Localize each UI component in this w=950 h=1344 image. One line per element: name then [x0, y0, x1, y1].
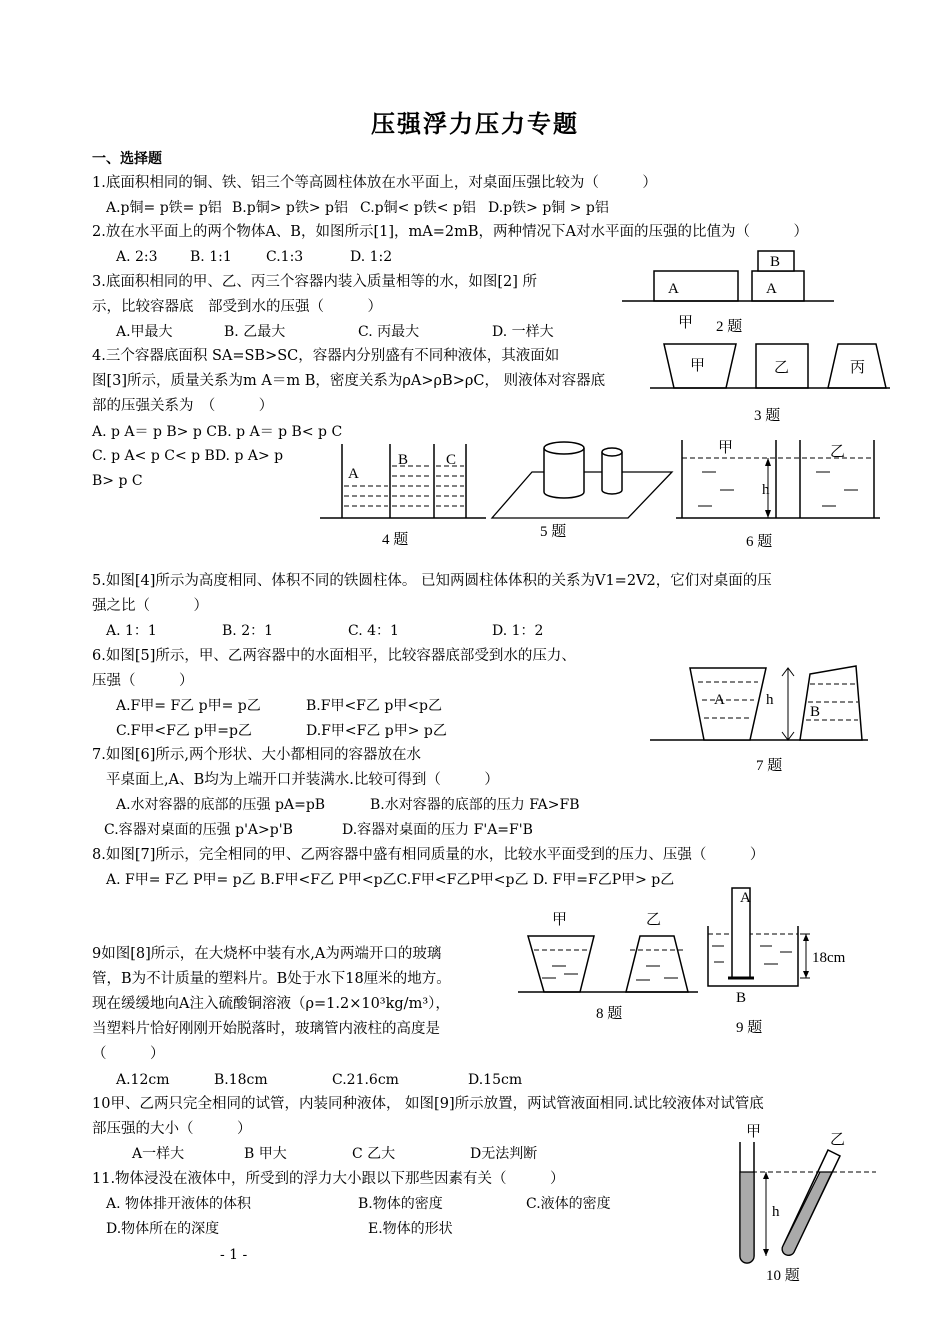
- q11-option-c: C.液体的密度: [526, 1196, 611, 1212]
- figure-2: [620, 245, 840, 340]
- q1-option-c: C.p铜< p铁< p铝: [360, 200, 476, 216]
- fig10-label-h: h: [772, 1204, 780, 1220]
- q9-option-b: B.18cm: [214, 1072, 268, 1088]
- q1-stem: 1.底面积相同的铜、铁、铝三个等高圆柱体放在水平面上，对桌面压强比较为（ ）: [92, 175, 657, 191]
- fig9-label-b: B: [736, 990, 747, 1006]
- q4-options-ab: A. p A＝ p B> p CB. p A＝ p B< p C: [92, 424, 343, 440]
- q2-option-b: B. 1:1: [190, 249, 232, 265]
- q11-stem: 11.物体浸没在液体中，所受到的浮力大小跟以下那些因素有关（ ）: [92, 1171, 565, 1187]
- fig4-label-b: B: [398, 452, 409, 468]
- figure-3: [650, 340, 890, 430]
- q6-option-c: C.F甲<F乙 p甲=p乙: [116, 723, 252, 739]
- q5-line-1: 5.如图[4]所示为高度相同、体积不同的铁圆柱体。 已知两圆柱体体积的关系为V1=2V2，它们对桌面的压: [92, 573, 772, 589]
- fig7-label-h: h: [766, 692, 774, 708]
- fig7-caption: 7 题: [756, 758, 783, 774]
- fig3-label-jia: 甲: [690, 358, 706, 374]
- q3-line-1: 3.底面积相同的甲、乙、丙三个容器内装入质量相等的水，如图[2] 所: [92, 274, 537, 290]
- fig8-label-jia: 甲: [552, 912, 568, 928]
- q4-options-cd-cont: B> p C: [92, 473, 143, 489]
- fig3-label-bing: 丙: [850, 360, 866, 376]
- q6-option-a: A.F甲= F乙 p甲= p乙: [116, 698, 261, 714]
- page-number: - 1 -: [220, 1247, 248, 1263]
- fig3-caption: 3 题: [754, 408, 781, 424]
- fig6-label-jia: 甲: [718, 440, 734, 456]
- fig10-caption: 10 题: [766, 1268, 800, 1284]
- q3-line-2: 示，比较容器底 部受到水的压强（ ）: [92, 299, 382, 315]
- fig6-label-h: h: [762, 482, 770, 498]
- fig2-label-a: A: [668, 281, 679, 297]
- q4-line-3: 部的压强关系为 （ ）: [92, 398, 274, 414]
- fig6-label-yi: 乙: [830, 444, 846, 460]
- q9-line-3: 现在缓缓地向A注入硫酸铜溶液（ρ=1.2×10³kg/m³），: [92, 996, 450, 1012]
- q1-option-d: D.p铁> p铜 > p铝: [488, 200, 609, 216]
- figure-10: [716, 1120, 876, 1290]
- q6-line-1: 6.如图[5]所示，甲、乙两容器中的水面相平，比较容器底部受到水的压力、: [92, 648, 576, 664]
- q8-options: A. F甲= F乙 P甲= p乙 B.F甲<F乙 P甲<p乙C.F甲<F乙P甲<p乙 D. F甲=F乙P甲> p乙: [106, 872, 675, 888]
- q7-line-2: 平桌面上,A、B均为上端开口并装满水.比较可得到（ ）: [106, 772, 499, 788]
- q2-option-c: C.1:3: [266, 249, 304, 265]
- q9-option-a: A.12cm: [116, 1072, 170, 1088]
- q2-option-d: D. 1:2: [350, 249, 393, 265]
- q1-option-b: B.p铜> p铁> p铝: [232, 200, 348, 216]
- q9-option-d: D.15cm: [468, 1072, 523, 1088]
- q7-line-1: 7.如图[6]所示,两个形状、大小都相同的容器放在水: [92, 747, 421, 763]
- q7-option-b: B.水对容器的底部的压力 FA>FB: [370, 797, 580, 813]
- section-heading: 一、选择题: [92, 151, 162, 167]
- q9-line-1: 9如图[8]所示，在大烧杯中装有水,A为两端开口的玻璃: [92, 946, 442, 962]
- fig9-label-depth: 18cm: [812, 950, 846, 966]
- fig2-caption: 2 题: [716, 319, 743, 335]
- q10-line-1: 10甲、乙两只完全相同的试管，内装同种液体， 如图[9]所示放置，两试管液面相同.试比较液体对试管底: [92, 1096, 764, 1112]
- q6-line-2: 压强（ ）: [92, 673, 194, 689]
- q5-option-b: B. 2：1: [222, 623, 274, 639]
- q5-option-c: C. 4：1: [348, 623, 399, 639]
- fig10-label-jia: 甲: [746, 1124, 762, 1140]
- q10-option-a: A一样大: [132, 1146, 185, 1162]
- figure-8: [518, 906, 698, 1026]
- fig2-label-jia: 甲: [678, 315, 694, 331]
- q10-option-b: B 甲大: [244, 1146, 287, 1162]
- fig5-caption: 5 题: [540, 524, 567, 540]
- q3-option-a: A.甲最大: [116, 324, 173, 340]
- q1-option-a: A.p铜= p铁= p铝: [106, 200, 222, 216]
- q3-option-d: D. 一样大: [492, 324, 554, 340]
- q4-line-1: 4.三个容器底面积 SA=SB>SC，容器内分别盛有不同种液体，其液面如: [92, 348, 560, 364]
- q7-option-a: A.水对容器的底部的压强 pA=pB: [116, 797, 326, 813]
- q9-option-c: C.21.6cm: [332, 1072, 399, 1088]
- fig7-label-a: A: [714, 692, 725, 708]
- q9-line-4: 当塑料片恰好刚刚开始脱落时，玻璃管内液柱的高度是: [92, 1021, 440, 1037]
- q10-option-c: C 乙大: [352, 1146, 396, 1162]
- fig9-caption: 9 题: [736, 1020, 763, 1036]
- q8-stem: 8.如图[7]所示，完全相同的甲、乙两容器中盛有相同质量的水，比较水平面受到的压力、压强（ ）: [92, 847, 765, 863]
- q7-option-c: C.容器对桌面的压强 p'A>p'B: [104, 822, 293, 838]
- q2-stem: 2.放在水平面上的两个物体A、B，如图所示[1]，mA=2mB，两种情况下A对水平面的压强的比值为（ ）: [92, 224, 808, 240]
- q2-option-a: A. 2:3: [116, 249, 158, 265]
- q4-options-cd: C. p A< p C< p BD. p A> p: [92, 448, 284, 464]
- fig6-caption: 6 题: [746, 534, 773, 550]
- fig7-label-b: B: [810, 704, 821, 720]
- q11-option-d: D.物体所在的深度: [106, 1221, 220, 1237]
- q3-option-b: B. 乙最大: [224, 324, 286, 340]
- q5-option-d: D. 1：2: [492, 623, 544, 639]
- page-title: 压强浮力压力专题: [371, 110, 579, 138]
- fig4-label-c: C: [446, 452, 457, 468]
- q10-option-d: D无法判断: [470, 1146, 538, 1162]
- figure-9: [700, 884, 860, 1042]
- fig8-label-yi: 乙: [646, 912, 662, 928]
- fig2-label-b: B: [770, 254, 781, 270]
- fig9-label-a: A: [740, 890, 751, 906]
- figure-4: [318, 440, 488, 552]
- q9-line-5: （ ）: [92, 1046, 165, 1062]
- figure-6: [676, 436, 882, 552]
- q5-line-2: 强之比（ ）: [92, 598, 208, 614]
- q11-option-e: E.物体的形状: [368, 1221, 453, 1237]
- q7-option-d: D.容器对桌面的压力 F'A=F'B: [342, 822, 533, 838]
- fig4-caption: 4 题: [382, 532, 409, 548]
- q4-line-2: 图[3]所示，质量关系为m A＝m B，密度关系为ρA>ρB>ρC， 则液体对容器底: [92, 373, 606, 389]
- fig4-label-a: A: [348, 466, 359, 482]
- fig2-label-a2: A: [766, 281, 777, 297]
- q3-option-c: C. 丙最大: [358, 324, 420, 340]
- fig10-label-yi: 乙: [830, 1132, 846, 1148]
- fig8-caption: 8 题: [596, 1006, 623, 1022]
- q6-option-b: B.F甲<F乙 p甲<p乙: [306, 698, 443, 714]
- q10-line-2: 部压强的大小（ ）: [92, 1121, 252, 1137]
- fig3-label-yi: 乙: [774, 360, 790, 376]
- q11-option-a: A. 物体排开液体的体积: [106, 1196, 252, 1212]
- q5-option-a: A. 1：1: [106, 623, 157, 639]
- q6-option-d: D.F甲<F乙 p甲> p乙: [306, 723, 447, 739]
- figure-7: [650, 662, 870, 778]
- q11-option-b: B.物体的密度: [358, 1196, 443, 1212]
- q9-line-2: 管，B为不计质量的塑料片。B处于水下18厘米的地方。: [92, 971, 451, 987]
- figure-5: [492, 438, 674, 542]
